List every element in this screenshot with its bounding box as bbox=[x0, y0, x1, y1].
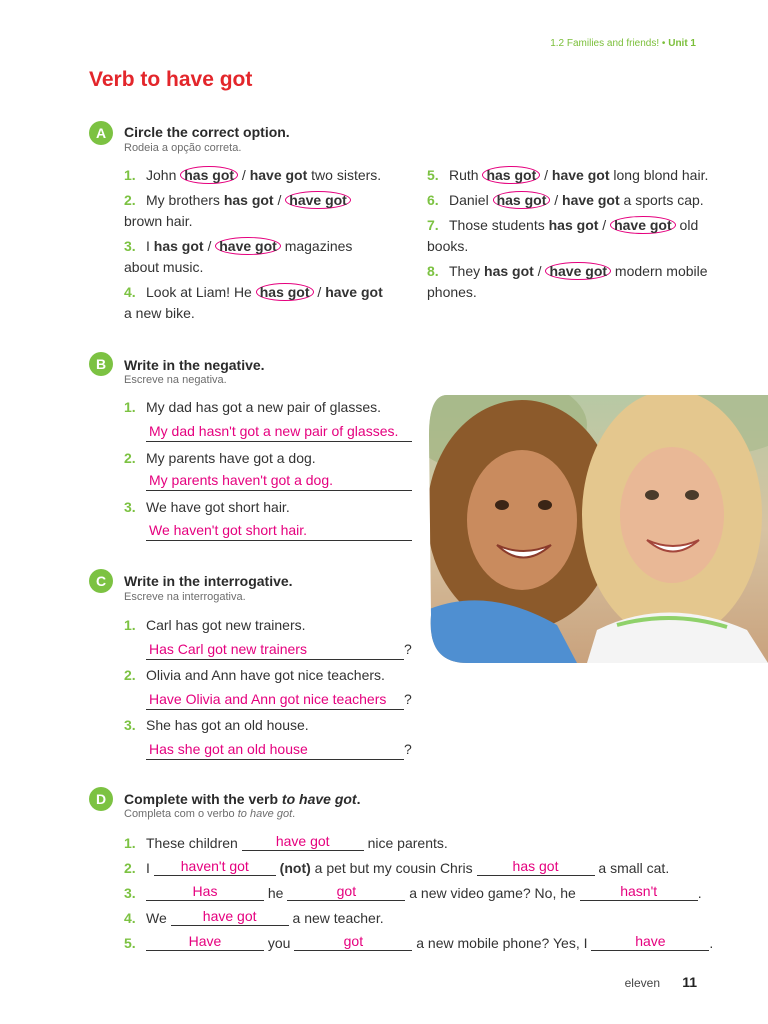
question-sentence: She has got an old house. bbox=[146, 717, 309, 733]
item-text: two sisters. bbox=[307, 167, 382, 183]
title-emphasis: to have got bbox=[281, 791, 357, 807]
question-text bbox=[124, 450, 316, 466]
line-text: . bbox=[697, 885, 702, 901]
fill-line bbox=[124, 881, 702, 906]
item-text: magazines about music. bbox=[124, 238, 353, 275]
question-text bbox=[124, 499, 290, 515]
question-sentence: Carl has got new trainers. bbox=[146, 617, 306, 633]
item-number: 2. bbox=[124, 667, 136, 683]
line-text: nice parents. bbox=[363, 835, 448, 851]
page-number-word: eleven bbox=[624, 976, 660, 990]
page-title: Verb to have got bbox=[89, 68, 253, 91]
line-text: We bbox=[146, 910, 171, 926]
item-text: Those students bbox=[449, 217, 549, 233]
option-separator: / bbox=[540, 167, 552, 183]
option: have got bbox=[562, 192, 620, 208]
line-text: he bbox=[264, 885, 288, 901]
answer-line[interactable]: My parents haven't got a dog. bbox=[146, 470, 412, 491]
item-number: 2. bbox=[124, 860, 136, 876]
list-item bbox=[124, 165, 389, 186]
line-text: a new teacher. bbox=[288, 910, 384, 926]
item-text: John bbox=[146, 167, 181, 183]
question-sentence: My dad has got a new pair of glasses. bbox=[146, 399, 382, 415]
option-separator: / bbox=[550, 192, 563, 208]
line-text: a new video game? No, he bbox=[405, 885, 580, 901]
question-sentence: We have got short hair. bbox=[146, 499, 290, 515]
section-d-badge: D bbox=[89, 787, 113, 811]
item-number: 4. bbox=[124, 910, 136, 926]
question-mark: ? bbox=[404, 741, 412, 757]
item-number: 5. bbox=[124, 935, 136, 951]
item-number: 3. bbox=[124, 717, 136, 733]
question-text bbox=[124, 399, 381, 415]
option-separator: / bbox=[598, 217, 611, 233]
question-sentence: My parents have got a dog. bbox=[146, 450, 316, 466]
answer-blank[interactable]: got bbox=[294, 932, 412, 951]
option: have got bbox=[249, 167, 308, 183]
section-b-badge: B bbox=[89, 352, 113, 376]
item-number: 3. bbox=[124, 499, 136, 515]
list-item bbox=[124, 190, 389, 232]
answer-line[interactable]: Has Carl got new trainers bbox=[146, 639, 404, 660]
item-text: modern mobile phones. bbox=[427, 263, 708, 300]
item-text: They bbox=[449, 263, 485, 279]
question-text bbox=[124, 617, 306, 633]
item-text: Ruth bbox=[449, 167, 483, 183]
subtitle-text: . bbox=[292, 808, 296, 820]
answer-blank[interactable]: Has bbox=[146, 882, 264, 901]
item-number: 3. bbox=[124, 885, 136, 901]
item-text: a new bike. bbox=[124, 305, 195, 321]
answer-blank[interactable]: have got bbox=[242, 832, 364, 851]
question-mark: ? bbox=[404, 641, 412, 657]
item-text: brown hair. bbox=[124, 213, 193, 229]
answer-blank[interactable]: Have bbox=[146, 932, 264, 951]
option: has got bbox=[153, 238, 204, 254]
line-text: . bbox=[709, 935, 714, 951]
section-a-right-column bbox=[427, 165, 717, 303]
option-separator: / bbox=[533, 263, 546, 279]
answer-line[interactable]: Have Olivia and Ann got nice teachers bbox=[146, 689, 404, 710]
header-crumb: 1.2 Families and friends! bbox=[550, 38, 660, 49]
section-d-subtitle bbox=[124, 808, 295, 820]
line-text: I bbox=[146, 860, 154, 876]
item-number: 1. bbox=[124, 167, 136, 183]
item-number: 1. bbox=[124, 835, 136, 851]
page-header bbox=[550, 38, 696, 49]
option-circled: have got bbox=[285, 191, 351, 209]
question-mark: ? bbox=[404, 691, 412, 707]
item-number: 4. bbox=[124, 284, 136, 300]
question-text bbox=[124, 717, 309, 733]
answer-blank[interactable]: haven't got bbox=[154, 857, 276, 876]
list-item bbox=[124, 282, 389, 324]
line-text: a small cat. bbox=[594, 860, 670, 876]
answer-blank[interactable]: hasn't bbox=[580, 882, 698, 901]
title-text: . bbox=[356, 791, 361, 807]
option: have got bbox=[325, 284, 383, 300]
section-b-title: Write in the negative. bbox=[124, 357, 265, 373]
option-circled: has got bbox=[256, 283, 314, 301]
question-text bbox=[124, 667, 385, 683]
section-c-subtitle: Escreve na interrogativa. bbox=[124, 591, 246, 603]
item-number: 3. bbox=[124, 238, 136, 254]
section-a-title: Circle the correct option. bbox=[124, 124, 290, 140]
line-bold-text: (not) bbox=[279, 860, 311, 876]
item-number: 7. bbox=[427, 217, 439, 233]
answer-row bbox=[146, 639, 412, 660]
answer-row bbox=[146, 689, 412, 710]
fill-line bbox=[124, 931, 713, 956]
option-circled: has got bbox=[493, 191, 551, 209]
section-b-subtitle: Escreve na negativa. bbox=[124, 374, 227, 386]
page-number: 11 bbox=[682, 974, 697, 990]
section-a-left-column bbox=[124, 165, 389, 324]
option-circled: have got bbox=[545, 262, 611, 280]
fill-line bbox=[124, 906, 384, 931]
item-number: 1. bbox=[124, 617, 136, 633]
answer-blank[interactable]: has got bbox=[477, 857, 595, 876]
option-separator: / bbox=[203, 238, 216, 254]
answer-line[interactable]: We haven't got short hair. bbox=[146, 520, 412, 541]
line-text: a pet but my cousin Chris bbox=[310, 860, 477, 876]
list-item bbox=[427, 215, 717, 257]
answer-row bbox=[146, 739, 412, 760]
line-text: a new mobile phone? Yes, I bbox=[412, 935, 592, 951]
item-number: 5. bbox=[427, 167, 439, 183]
answer-blank[interactable]: have bbox=[591, 932, 709, 951]
section-d-title bbox=[124, 791, 360, 807]
section-c-title: Write in the interrogative. bbox=[124, 573, 293, 589]
section-a-badge: A bbox=[89, 121, 113, 145]
option-circled: have got bbox=[610, 216, 676, 234]
item-text: long blond hair. bbox=[609, 167, 709, 183]
item-number: 1. bbox=[124, 399, 136, 415]
list-item bbox=[427, 190, 717, 211]
option-separator: / bbox=[273, 192, 286, 208]
item-number: 2. bbox=[124, 450, 136, 466]
option: has got bbox=[548, 217, 599, 233]
girls-photo bbox=[427, 395, 768, 663]
list-item bbox=[427, 165, 717, 186]
item-text: My brothers bbox=[146, 192, 224, 208]
line-text: you bbox=[264, 935, 295, 951]
subtitle-emphasis: to have got bbox=[237, 808, 293, 820]
answer-line[interactable]: Has she got an old house bbox=[146, 739, 404, 760]
answer-line[interactable]: My dad hasn't got a new pair of glasses. bbox=[146, 421, 412, 442]
item-text: a sports cap. bbox=[619, 192, 704, 208]
fill-line bbox=[124, 856, 669, 881]
option: has got bbox=[223, 192, 274, 208]
option: has got bbox=[484, 263, 534, 279]
option-circled: has got bbox=[180, 166, 238, 184]
option-circled: has got bbox=[482, 166, 540, 184]
item-number: 6. bbox=[427, 192, 439, 208]
option-separator: / bbox=[313, 284, 326, 300]
option-separator: / bbox=[238, 167, 250, 183]
question-sentence: Olivia and Ann have got nice teachers. bbox=[146, 667, 385, 683]
title-text: Complete with the verb bbox=[124, 791, 282, 807]
item-text: I bbox=[146, 238, 154, 254]
section-c-badge: C bbox=[89, 569, 113, 593]
list-item bbox=[124, 236, 389, 278]
subtitle-text: Completa com o verbo bbox=[124, 808, 238, 820]
option-circled: have got bbox=[215, 237, 281, 255]
answer-blank[interactable]: have got bbox=[171, 907, 289, 926]
section-a-subtitle: Rodeia a opção correta. bbox=[124, 142, 242, 154]
answer-blank[interactable]: got bbox=[287, 882, 405, 901]
item-number: 2. bbox=[124, 192, 136, 208]
fill-line bbox=[124, 831, 448, 856]
item-number: 8. bbox=[427, 263, 439, 279]
item-text: old books. bbox=[427, 217, 699, 254]
item-text: Daniel bbox=[449, 192, 493, 208]
item-text: Look at Liam! He bbox=[146, 284, 256, 300]
header-unit: Unit 1 bbox=[668, 38, 696, 49]
line-text: These children bbox=[146, 835, 242, 851]
header-separator: • bbox=[659, 38, 669, 49]
list-item bbox=[427, 261, 717, 303]
option: have got bbox=[551, 167, 610, 183]
